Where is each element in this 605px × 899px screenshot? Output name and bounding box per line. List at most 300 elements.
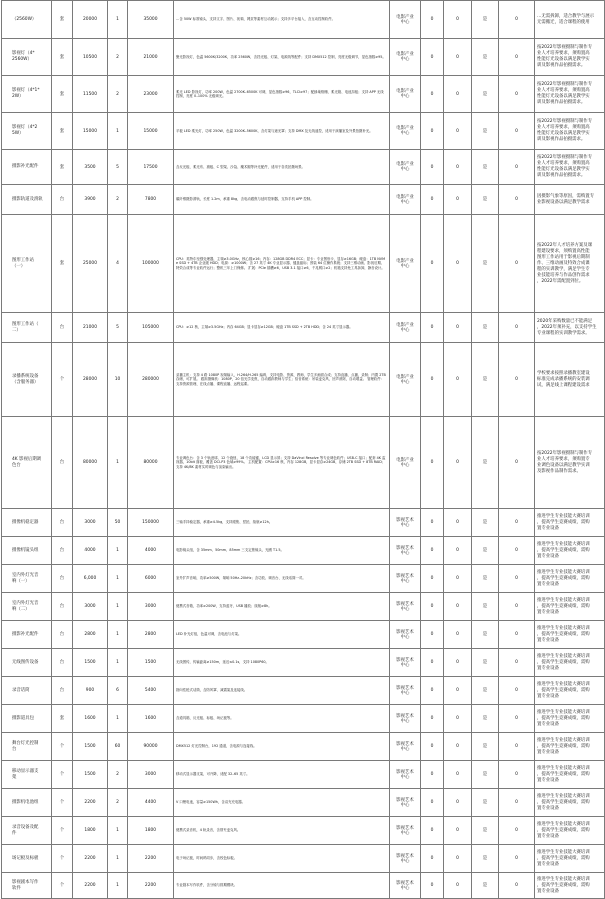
- item-col-b: 0: [444, 761, 472, 789]
- table-row: [2, 185, 605, 215]
- item-note: 推进学生专业技能大赛培训 ，提高学生竞赛成绩，需购 置专业设备: [535, 817, 605, 845]
- item-col-a: 0: [421, 343, 444, 417]
- item-name: 室内外灯光音 响（一）: [2, 565, 52, 593]
- item-col-a: 0: [421, 845, 444, 873]
- item-col-d: 0: [499, 621, 535, 649]
- item-quantity: 1: [108, 417, 128, 509]
- item-note: 按2022年影视摄制与制作专 业人才培养要求，须购置高 性能灯光设备以满足教学实 训及影视作品拍摄需求。: [535, 39, 605, 76]
- item-name: 摄影道具包: [2, 705, 52, 733]
- item-usage-dept: 影视艺术 中心: [390, 649, 421, 677]
- equipment-table: [1, 0, 605, 899]
- item-col-b: 0: [444, 845, 472, 873]
- item-col-b: 0: [444, 789, 472, 817]
- item-price: 2200: [73, 845, 108, 873]
- item-usage-dept: 影视艺术 中心: [390, 621, 421, 649]
- item-spec: 电子场记板，时间码同步，含校色标板。: [174, 845, 390, 873]
- table-row: [2, 845, 605, 873]
- item-total: 105000: [128, 313, 174, 343]
- item-name: （2560W）: [2, 1, 52, 39]
- item-spec: 聚光影视灯，色温 5600K/3200K，功率 2560W，含挡光板、灯架、电源线等配件；支持 DMX512 控制，亮度无级调节，显色指数≥95。: [174, 39, 390, 76]
- item-quantity: 1: [108, 705, 128, 733]
- item-note: 推进学生专业技能大赛培训 ，提高学生竞赛成绩，需购 置专业设备: [535, 845, 605, 873]
- item-spec: CPU：≥12 核，主频≥3.5GHz；内存 64GB；显卡显存≥12GB；硬盘 1TB SSD + 2TB HDD；含 24 英寸显示器。: [174, 313, 390, 343]
- item-spec: 三轴手持稳定器，承重≥4.5kg，支持跟焦、竖拍，续航≥12h。: [174, 509, 390, 537]
- item-total: 280000: [128, 343, 174, 417]
- item-total: 7800: [128, 185, 174, 215]
- item-spec: 室外扩声音响，功率≥500W，频响 50Hz–20kHz；含功放、调音台、无线话筒一对。: [174, 565, 390, 593]
- item-unit: 套: [52, 150, 73, 185]
- item-spec: 无线图传，传输距离≥150m，延迟≤0.1s，支持 1080P60。: [174, 649, 390, 677]
- item-note: …无需拆卸，适合教学与展示 无需搬迁，适合课程的使用: [535, 1, 605, 39]
- item-col-d: 0: [499, 593, 535, 621]
- table-row: [2, 215, 605, 313]
- item-col-a: 0: [421, 565, 444, 593]
- item-col-d: 0: [499, 733, 535, 761]
- item-total: 2200: [128, 845, 174, 873]
- item-col-c: 是: [472, 313, 499, 343]
- item-col-c: 是: [472, 593, 499, 621]
- item-quantity: 1: [108, 845, 128, 873]
- item-unit: 个: [52, 343, 73, 417]
- item-quantity: 2: [108, 761, 128, 789]
- item-col-d: 0: [499, 215, 535, 313]
- item-note: 因摄影气象等原因，需购置专 业影视设备以满足教学需求: [535, 185, 605, 215]
- item-spec: V 口锂电池，容量≥150Wh，含双充充电器。: [174, 789, 390, 817]
- item-col-b: 0: [444, 565, 472, 593]
- item-name: 摄影轨道及滑轨: [2, 185, 52, 215]
- item-unit: 台: [52, 537, 73, 565]
- item-note: 按2022年人才培养方案及课 程建设要求，须购置高性能 图形工作站用于影视后期制 作、三维动画及特效合成课 程的实训教学，满足学生专 业技能培养与作品创作需求 ，2022年需配置到位。: [535, 215, 605, 313]
- item-quantity: 2: [108, 185, 128, 215]
- item-usage-dept: 影视艺术 中心: [390, 817, 421, 845]
- item-spec: LED 补光灯组，色温可调，含电池与灯架。: [174, 621, 390, 649]
- item-usage-dept: 影视艺术 中心: [390, 845, 421, 873]
- item-name: 影视剧本写作 软件: [2, 873, 52, 899]
- item-unit: 台: [52, 621, 73, 649]
- item-total: 100000: [128, 215, 174, 313]
- item-unit: 台: [52, 417, 73, 509]
- item-col-d: 0: [499, 313, 535, 343]
- item-col-a: 0: [421, 649, 444, 677]
- item-quantity: 1: [108, 1, 128, 39]
- item-spec: CPU：英特尔至强处理器，主频≥3.0GHz，核心数≥16；内存：128GB DDR4 ECC；显卡：专业图形卡，显存≥16GB；硬盘：1TB NVMe SSD + 4TB 企业级 HDD；电源：≥1000W；含 27 英寸 4K 专业显示器、键盘鼠标；预装 64 位操作系统；支持三维动画、影视后期、特效合成等专业软件运行；整机三年上门保修。 扩展：PCIe 插槽≥6，USB 3.1 接口≥6，千兆网口≥2；机箱支持免工具拆卸，静音设计。: [174, 215, 390, 313]
- table-row: [2, 509, 605, 537]
- item-note: 推进学生专业技能大赛培训 ，提高学生竞赛成绩，需购 置专业设备: [535, 621, 605, 649]
- item-quantity: 5: [108, 150, 128, 185]
- item-quantity: 2: [108, 76, 128, 113]
- item-unit: 套: [52, 705, 73, 733]
- item-name: 图形工作站（ 二）: [2, 313, 52, 343]
- item-total: 21000: [128, 39, 174, 76]
- table-row: [2, 76, 605, 113]
- item-name: 场记板及标板: [2, 845, 52, 873]
- item-unit: 套: [52, 1, 73, 39]
- table-row: [2, 1, 605, 39]
- item-col-d: 0: [499, 76, 535, 113]
- table-row: [2, 417, 605, 509]
- table-row: [2, 705, 605, 733]
- item-col-d: 0: [499, 677, 535, 705]
- item-col-a: 0: [421, 76, 444, 113]
- item-unit: 个: [52, 845, 73, 873]
- item-col-c: 是: [472, 565, 499, 593]
- item-total: 150000: [128, 509, 174, 537]
- item-col-d: 0: [499, 509, 535, 537]
- item-col-a: 0: [421, 789, 444, 817]
- item-price: 3500: [73, 150, 108, 185]
- item-usage-dept: 影视艺术 中心: [390, 761, 421, 789]
- item-col-a: 0: [421, 621, 444, 649]
- item-unit: 套: [52, 76, 73, 113]
- item-col-b: 0: [444, 39, 472, 76]
- item-spec: DMX512 灯光控制台，192 通道，含电源与连接线。: [174, 733, 390, 761]
- item-quantity: 1: [108, 537, 128, 565]
- item-col-c: 是: [472, 845, 499, 873]
- table-row: [2, 677, 605, 705]
- item-name: 摄影补光配件: [2, 150, 52, 185]
- item-col-a: 0: [421, 677, 444, 705]
- item-note: 按2022年影视摄制与制作专 业人才培养要求，须购置专 业调色设备以满足教学实训 及影视作品制作需求。: [535, 417, 605, 509]
- item-unit: 台: [52, 313, 73, 343]
- item-col-c: 是: [472, 113, 499, 150]
- item-col-d: 0: [499, 185, 535, 215]
- item-total: 17500: [128, 150, 174, 185]
- item-col-d: 0: [499, 761, 535, 789]
- item-name: 室内外灯光音 响（二）: [2, 593, 52, 621]
- item-col-a: 0: [421, 509, 444, 537]
- item-unit: 套: [52, 39, 73, 76]
- item-spec: 指向性枪式话筒，含防风罩、减震架及连接线。: [174, 677, 390, 705]
- item-usage-dept: 影视艺术 中心: [390, 873, 421, 899]
- item-col-c: 是: [472, 789, 499, 817]
- item-name: 4K 影视后期调 色台: [2, 417, 52, 509]
- item-name: 图形工作站 （一）: [2, 215, 52, 313]
- table-row: [2, 343, 605, 417]
- item-note: 按2022年影视摄制与制作专 业人才培养要求，须购置高 性能灯光设备以满足教学实 训及影视作品拍摄需求。: [535, 150, 605, 185]
- item-name: 录播系统设备 （含服务器）: [2, 343, 52, 417]
- item-quantity: 4: [108, 215, 128, 313]
- item-price: 2800: [73, 621, 108, 649]
- item-usage-dept: 电影产业 中心: [390, 417, 421, 509]
- item-total: 1600: [128, 705, 174, 733]
- item-col-b: 0: [444, 113, 472, 150]
- item-note: 按2022年影视摄制与制作专 业人才培养要求，须购置高 性能灯光设备以满足教学实 训及影视作品拍摄需求。: [535, 113, 605, 150]
- item-col-a: 0: [421, 39, 444, 76]
- item-price: 6,000: [73, 565, 108, 593]
- item-note: 推进学生专业技能大赛培训 ，提高学生竞赛成绩，需购 置专业设备: [535, 509, 605, 537]
- item-quantity: 1: [108, 621, 128, 649]
- item-col-c: 是: [472, 39, 499, 76]
- item-price: 2200: [73, 873, 108, 899]
- item-usage-dept: 电影产业 中心: [390, 113, 421, 150]
- item-col-b: 0: [444, 873, 472, 899]
- item-col-a: 0: [421, 150, 444, 185]
- item-col-d: 0: [499, 1, 535, 39]
- item-col-b: 0: [444, 76, 472, 113]
- item-usage-dept: 电影产业 中心: [390, 313, 421, 343]
- item-usage-dept: 影视艺术 中心: [390, 789, 421, 817]
- item-col-a: 0: [421, 733, 444, 761]
- item-total: 3000: [128, 761, 174, 789]
- item-unit: 个: [52, 761, 73, 789]
- item-spec: 便携式录音机，4 轨录音，含领夹麦克风。: [174, 817, 390, 845]
- item-quantity: 1: [108, 873, 128, 899]
- table-row: [2, 313, 605, 343]
- item-spec: …含 50W 标准镜头，支持文字、图片、视频、网页等素材互动展示；支持多平台接入，含互动控制软件。: [174, 1, 390, 39]
- item-price: 1500: [73, 649, 108, 677]
- item-price: 4000: [73, 537, 108, 565]
- item-usage-dept: 电影产业 中心: [390, 343, 421, 417]
- item-total: 90000: [128, 733, 174, 761]
- item-total: 5400: [128, 677, 174, 705]
- item-unit: 台: [52, 565, 73, 593]
- item-note: 推进学生专业技能大赛培训 ，提高学生竞赛成绩，需购 置专业设备: [535, 761, 605, 789]
- table-row: [2, 817, 605, 845]
- item-spec: 含反光板、柔光布、旗板、C 型架、沙袋、魔术腿等补光配件，适用于各类拍摄场景。: [174, 150, 390, 185]
- item-col-a: 0: [421, 113, 444, 150]
- item-col-b: 0: [444, 215, 472, 313]
- item-usage-dept: 电影产业 中心: [390, 150, 421, 185]
- item-unit: 台: [52, 649, 73, 677]
- item-col-d: 0: [499, 417, 535, 509]
- item-col-b: 0: [444, 150, 472, 185]
- item-unit: 套: [52, 113, 73, 150]
- item-price: 10500: [73, 39, 108, 76]
- item-col-d: 0: [499, 565, 535, 593]
- item-total: 1800: [128, 817, 174, 845]
- item-usage-dept: 影视艺术 中心: [390, 593, 421, 621]
- item-quantity: 5: [108, 313, 128, 343]
- item-price: 3900: [73, 185, 108, 215]
- item-col-b: 0: [444, 537, 472, 565]
- item-name: 摄影机电池组: [2, 789, 52, 817]
- item-spec: 专业剧本写作软件，含分镜与排期模块。: [174, 873, 390, 899]
- item-usage-dept: 电影产业 中心: [390, 215, 421, 313]
- item-col-b: 0: [444, 621, 472, 649]
- item-col-b: 0: [444, 733, 472, 761]
- item-col-a: 0: [421, 1, 444, 39]
- item-usage-dept: 影视艺术 中心: [390, 565, 421, 593]
- item-col-a: 0: [421, 537, 444, 565]
- item-quantity: 2: [108, 39, 128, 76]
- item-usage-dept: 影视艺术 中心: [390, 677, 421, 705]
- item-unit: 台: [52, 509, 73, 537]
- item-col-d: 0: [499, 873, 535, 899]
- item-col-d: 0: [499, 817, 535, 845]
- item-col-c: 是: [472, 817, 499, 845]
- item-col-c: 是: [472, 185, 499, 215]
- item-price: 11500: [73, 76, 108, 113]
- table-row: [2, 593, 605, 621]
- item-col-d: 0: [499, 39, 535, 76]
- item-col-c: 是: [472, 215, 499, 313]
- item-note: 推进学生专业技能大赛培训 ，提高学生竞赛成绩，需购 置专业设备: [535, 537, 605, 565]
- item-name: 影视灯（4* 2560W）: [2, 39, 52, 76]
- item-total: 2800: [128, 621, 174, 649]
- item-col-b: 0: [444, 417, 472, 509]
- item-col-d: 0: [499, 845, 535, 873]
- item-price: 1800: [73, 817, 108, 845]
- item-name: 摄像机稳定器: [2, 509, 52, 537]
- item-col-c: 是: [472, 76, 499, 113]
- item-usage-dept: 影视艺术 中心: [390, 733, 421, 761]
- item-col-b: 0: [444, 1, 472, 39]
- item-note: 学校要求按照录播教室建设 标准完成录播系统的安装调 试，满足线上课程建设需求: [535, 343, 605, 417]
- item-usage-dept: 电影产业 中心: [390, 185, 421, 215]
- table-row: [2, 621, 605, 649]
- item-quantity: 1: [108, 817, 128, 845]
- item-col-a: 0: [421, 817, 444, 845]
- item-quantity: 60: [108, 733, 128, 761]
- item-price: 28000: [73, 343, 108, 417]
- table-row: [2, 39, 605, 76]
- item-usage-dept: 影视艺术 中心: [390, 509, 421, 537]
- item-col-d: 0: [499, 113, 535, 150]
- item-spec: 含道具箱、反光板、标板、场记板等。: [174, 705, 390, 733]
- table-row: [2, 761, 605, 789]
- item-total: 35000: [128, 1, 174, 39]
- item-col-d: 0: [499, 789, 535, 817]
- item-note: 按2022年影视摄制与制作专 业人才培养要求，须购置高 性能灯光设备以满足教学实 训及影视作品拍摄需求。: [535, 76, 605, 113]
- table-row: [2, 873, 605, 899]
- item-spec: 专业调色台：含 3 个轨迹球、12 个旋钮、18 个功能键，LCD 显示屏；支持 DaVinci Resolve 等专业调色软件；USB-C 接口；配套 4K 监视器，10bit 面板，覆盖 DCI-P3 色域≥99%。 主机配置：CPU≥16 核，内存 128GB，显卡显存≥24GB，存储 2TB SSD + 8TB RAID；支持 4K/8K 素材实时调色与渲染输出。: [174, 417, 390, 509]
- item-price: 80000: [73, 417, 108, 509]
- item-name: 影视灯（4*2 5W）: [2, 113, 52, 150]
- item-note: 推进学生专业技能大赛培训 ，提高学生竞赛成绩，需购 置专业设备: [535, 649, 605, 677]
- item-unit: 台: [52, 677, 73, 705]
- item-col-b: 0: [444, 343, 472, 417]
- item-total: 15000: [128, 113, 174, 150]
- item-price: 3000: [73, 593, 108, 621]
- item-unit: 台: [52, 185, 73, 215]
- table-row: [2, 789, 605, 817]
- item-price: 15000: [73, 113, 108, 150]
- item-col-a: 0: [421, 313, 444, 343]
- item-spec: 平板 LED 柔光灯，功率 250W，色温 3200K–5600K，含灯架与遮光罩；支持 DMX 及无线遥控，适用于演播室及外景拍摄补光。: [174, 113, 390, 150]
- item-col-d: 0: [499, 649, 535, 677]
- item-spec: 便携式音箱，功率≥200W，支持蓝牙、USB 播放；续航≥8h。: [174, 593, 390, 621]
- item-col-a: 0: [421, 417, 444, 509]
- item-col-b: 0: [444, 313, 472, 343]
- item-total: 6000: [128, 565, 174, 593]
- item-col-c: 是: [472, 733, 499, 761]
- item-unit: 个: [52, 873, 73, 899]
- item-col-c: 是: [472, 705, 499, 733]
- item-unit: 套: [52, 215, 73, 313]
- item-total: 1500: [128, 649, 174, 677]
- item-col-d: 0: [499, 150, 535, 185]
- item-spec: 柔光 LED 影视灯，功率 200W，色温 2700K–6500K 可调，显色指数≥96，TLCI≥97；配蜂巢格栅、柔光箱、电池扣板；支持 APP 无线控制，亮度 0–100% 无级调光。: [174, 76, 390, 113]
- item-note: 推进学生专业技能大赛培训 ，提高学生竞赛成绩，需购 置专业设备: [535, 705, 605, 733]
- item-col-a: 0: [421, 215, 444, 313]
- item-col-a: 0: [421, 761, 444, 789]
- item-usage-dept: 电影产业 中心: [390, 1, 421, 39]
- item-col-b: 0: [444, 705, 472, 733]
- item-quantity: 1: [108, 593, 128, 621]
- item-col-d: 0: [499, 705, 535, 733]
- item-total: 4400: [128, 789, 174, 817]
- item-name: 摄像机镜头组: [2, 537, 52, 565]
- item-price: 2200: [73, 789, 108, 817]
- item-usage-dept: 电影产业 中心: [390, 39, 421, 76]
- item-col-b: 0: [444, 509, 472, 537]
- item-total: 23000: [128, 76, 174, 113]
- item-quantity: 1: [108, 113, 128, 150]
- item-quantity: 6: [108, 677, 128, 705]
- item-col-c: 是: [472, 417, 499, 509]
- item-col-c: 是: [472, 150, 499, 185]
- item-price: 20000: [73, 1, 108, 39]
- item-total: 80000: [128, 417, 174, 509]
- item-name: 无线图传设备: [2, 649, 52, 677]
- item-note: 推进学生专业技能大赛培训 ，提高学生竞赛成绩，需购 置专业设备: [535, 733, 605, 761]
- item-spec: 录播主机：支持 4 路 1080P 视频输入，H.264/H.265 编码，支持电影、资源、教师、学生多画面合成；支持直播、点播、录制；内置 2TB 存储，可扩展。 跟踪摄像机：1080P，20 倍光学变焦，自动跟踪教师与学生；拾音系统：吊装麦克风，回声消除，自动增益。 管理软件：支持资源管理、在线点播、课程直播、远程巡课。: [174, 343, 390, 417]
- item-quantity: 1: [108, 565, 128, 593]
- item-price: 1500: [73, 761, 108, 789]
- item-note: 推进学生专业技能大赛培训 ，提高学生竞赛成绩，需购 置专业设备: [535, 593, 605, 621]
- item-quantity: 1: [108, 649, 128, 677]
- item-spec: 电影镜头组，含 35mm、50mm、85mm 三支定焦镜头，光圈 T1.5。: [174, 537, 390, 565]
- item-quantity: 10: [108, 343, 128, 417]
- item-total: 3000: [128, 593, 174, 621]
- item-price: 25000: [73, 215, 108, 313]
- item-unit: 台: [52, 593, 73, 621]
- item-col-d: 0: [499, 343, 535, 417]
- item-usage-dept: 电影产业 中心: [390, 76, 421, 113]
- item-price: 3000: [73, 509, 108, 537]
- item-col-c: 是: [472, 343, 499, 417]
- item-name: 摄影补光配件: [2, 621, 52, 649]
- table-row: [2, 537, 605, 565]
- item-col-b: 0: [444, 593, 472, 621]
- item-col-c: 是: [472, 537, 499, 565]
- item-quantity: 50: [108, 509, 128, 537]
- item-col-c: 是: [472, 1, 499, 39]
- item-name: 移动显示器支 架: [2, 761, 52, 789]
- item-total: 2200: [128, 873, 174, 899]
- item-name: 影视灯（4*1* 2W）: [2, 76, 52, 113]
- item-unit: 个: [52, 733, 73, 761]
- item-note: 推进学生专业技能大赛培训 ，提高学生竞赛成绩，需购 置专业设备: [535, 789, 605, 817]
- item-col-c: 是: [472, 677, 499, 705]
- table-row: [2, 565, 605, 593]
- item-name: 录音设备及配 件: [2, 817, 52, 845]
- item-spec: 移动式显示器支架，可升降，适配 32–65 英寸。: [174, 761, 390, 789]
- item-col-a: 0: [421, 593, 444, 621]
- item-note: 推进学生专业技能大赛培训 ，提高学生竞赛成绩，需购 置专业设备: [535, 565, 605, 593]
- table-row: [2, 733, 605, 761]
- item-quantity: 2: [108, 789, 128, 817]
- item-note: 推进学生专业技能大赛培训 ，提高学生竞赛成绩，需购 置专业设备: [535, 873, 605, 899]
- item-col-c: 是: [472, 649, 499, 677]
- item-usage-dept: 影视艺术 中心: [390, 537, 421, 565]
- item-unit: 个: [52, 789, 73, 817]
- item-col-a: 0: [421, 705, 444, 733]
- item-unit: 个: [52, 817, 73, 845]
- table-row: [2, 649, 605, 677]
- item-note: 2020年采购数量已不能满足 ，2022年须补充，以支持学生 专业课程的实训教学需求。: [535, 313, 605, 343]
- item-price: 1500: [73, 733, 108, 761]
- item-col-a: 0: [421, 873, 444, 899]
- item-col-b: 0: [444, 649, 472, 677]
- item-price: 21000: [73, 313, 108, 343]
- item-note: 推进学生专业技能大赛培训 ，提高学生竞赛成绩，需购 置专业设备: [535, 677, 605, 705]
- item-price: 900: [73, 677, 108, 705]
- item-price: 1600: [73, 705, 108, 733]
- item-usage-dept: 影视艺术 中心: [390, 705, 421, 733]
- item-total: 4000: [128, 537, 174, 565]
- item-col-c: 是: [472, 761, 499, 789]
